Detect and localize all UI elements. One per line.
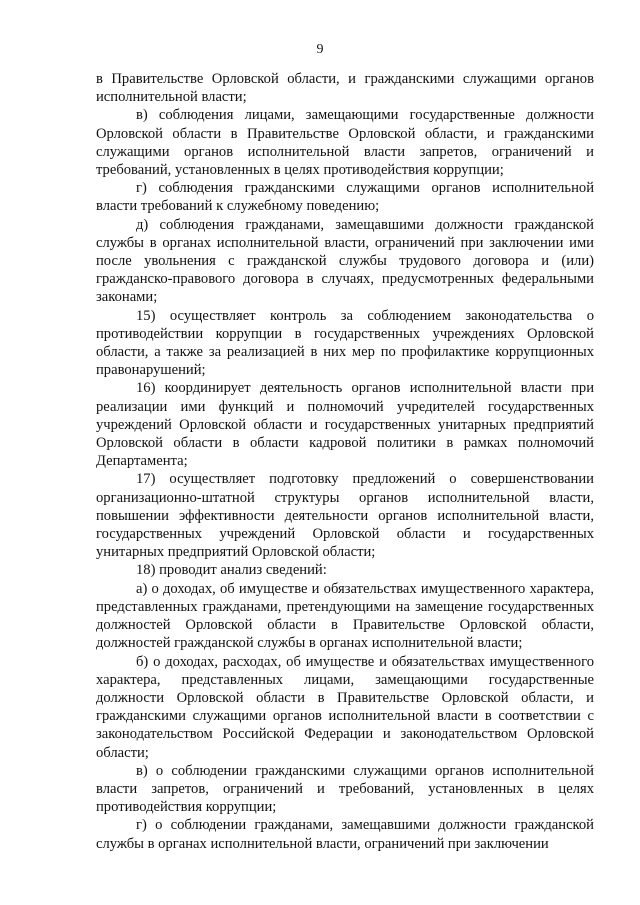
paragraph-5: 15) осуществляет контроль за соблюдением законодательства о противодействии коррупции в государственных учреждениях Орловской области, а также за реализацией в них мер по профилактике коррупционных правонарушений; xyxy=(96,307,594,379)
paragraph-1: в Правительстве Орловской области, и гражданскими служащими органов исполнительной власти; xyxy=(96,71,594,106)
paragraph-2: в) соблюдения лицами, замещающими государственные должности Орловской области в Правительстве Орловской области, и гражданскими служащими органов исполнительной власти запретов, ограничений и требований, установленных в целях противодействия коррупции; xyxy=(96,107,594,179)
paragraph-12: г) о соблюдении гражданами, замещавшими должности гражданской службы в органах исполнительной власти, ограничений при заключении xyxy=(96,817,594,852)
paragraph-4: д) соблюдения гражданами, замещавшими должности гражданской службы в органах исполнительной власти, ограничений при заключении ими после увольнения с гражданской службы трудового договора и (или) гражданско-правового договора в случаях, предусмотренных федеральными законами; xyxy=(96,216,594,306)
paragraph-8: 18) проводит анализ сведений: xyxy=(136,562,327,579)
paragraph-7: 17) осуществляет подготовку предложений о совершенствовании организационно-штатной структуры органов исполнительной власти, повышении эффективности деятельности органов исполнительной власти, государственных учреждений Орловской области и государственных унитарных предприятий Орловской области; xyxy=(96,471,594,561)
paragraph-6: 16) координирует деятельность органов исполнительной власти при реализации ими функций и полномочий учредителей государственных учреждений Орловской области и государственных унитарных предприятий Орловской области в области кадровой политики в рамках полномочий Департамента; xyxy=(96,380,594,470)
paragraph-9: а) о доходах, об имуществе и обязательствах имущественного характера, представленных гражданами, претендующими на замещение государственных должностей Орловской области в Правительстве Орловской области, должностей гражданской службы в органах исполнительной власти; xyxy=(96,580,594,652)
paragraph-11: в) о соблюдении гражданскими служащими органов исполнительной власти запретов, ограничений и требований, установленных в целях противодействия коррупции; xyxy=(96,762,594,816)
paragraph-3: г) соблюдения гражданскими служащими органов исполнительной власти требований к служебному поведению; xyxy=(96,180,594,215)
paragraph-10: б) о доходах, расходах, об имуществе и обязательствах имущественного характера, представленных лицами, замещающими государственные должности Орловской области в Правительстве Орловской области, и гражданскими служащими органов исполнительной власти в соответствии с законодательством Российской Федерации и законодательством Орловской области; xyxy=(96,653,594,761)
page-number: 9 xyxy=(316,42,324,57)
document-body xyxy=(96,70,594,853)
